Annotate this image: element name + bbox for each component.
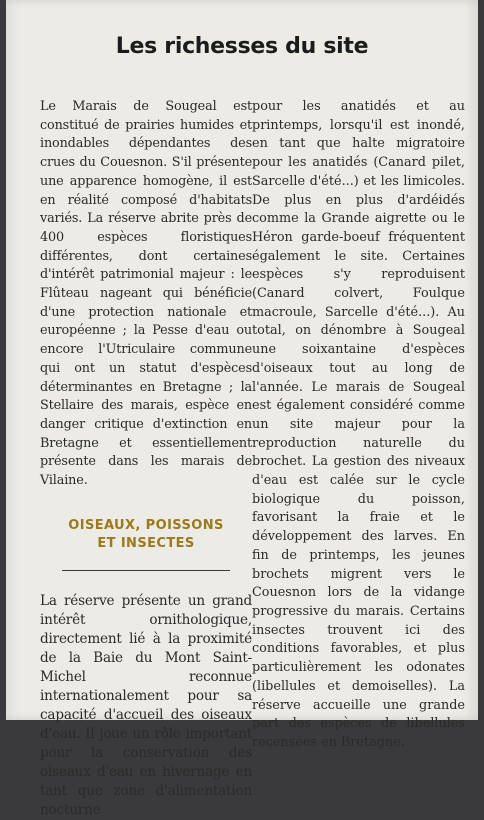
- section-heading-line-2: ET INSECTES: [97, 535, 195, 551]
- right-column: [252, 98, 465, 753]
- left-column: [40, 98, 252, 820]
- page-title: Les richesses du site: [115, 34, 369, 59]
- continued-paragraph: pour les anatidés et au printemps, lorsqu'il est inondé, en tant que halte migratoire pour les anatidés (Canard pilet, Sarcelle d'été...) et les limicoles. De plus en plus d'ardéidés comme la Grande aigrette ou le Héron garde-boeuf fréquentent également le site. Certaines espèces s'y reproduisent (Canard colvert, Foulque macroule, Sarcelle d'été...). Au total, on dénombre à Sougeal une soixantaine d'espèces d'oiseaux tout au long de l'année. Le marais de Sougeal est également considéré comme un site majeur pour la reproduction naturelle du brochet. La gestion des niveaux d'eau est calée sur le cycle biologique du poisson, favorisant la fraie et le développement des larves. En fin de printemps, les jeunes brochets migrent vers le Couesnon lors de la vidange progressive du marais. Certains insectes trouvent ici des conditions favorables, et plus particulièrement les odonates (libellules et demoiselles). La réserve accueille une grande part des espèces de libellules recensées en Bretagne.: [252, 99, 465, 750]
- section-paragraph: La réserve présente un grand intérêt ornithologique, directement lié à la proximité de la Baie du Mont Saint-Michel reconnue internationalement pour sa capacité d'accueil des oiseaux d'eau. Il joue un rôle important pour la conservation des oiseaux d'eau en hivernage en tant que zone d'alimentation nocturne: [40, 592, 252, 818]
- section-heading: [40, 517, 252, 553]
- section-divider: [62, 570, 230, 571]
- intro-paragraph: Le Marais de Sougeal est constitué de prairies humides et inondables dépendantes des crues du Couesnon. S'il présente une apparence homogène, il est en réalité composé d'habitats variés. La réserve abrite près de 400 espèces floristiques différentes, dont certaines d'intérêt patrimonial majeur : le Flûteau nageant qui bénéficie d'une protection nationale et européenne ; la Pesse d'eau ou encore l'Utriculaire commune qui ont un statut d'espèces déterminantes en Bretagne ; la Stellaire des marais, espèce en danger critique d'extinction en Bretagne et essentiellement présente dans les marais de Vilaine.: [40, 99, 252, 489]
- section-heading-line-1: OISEAUX, POISSONS: [68, 517, 224, 533]
